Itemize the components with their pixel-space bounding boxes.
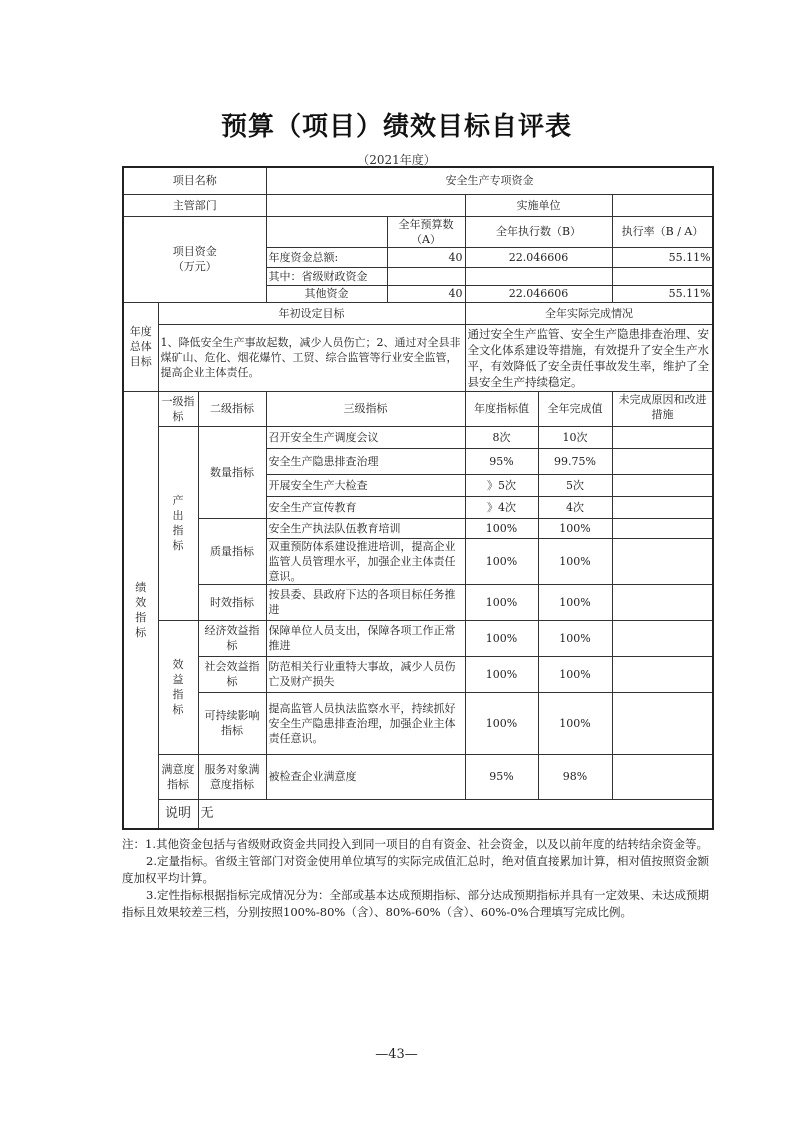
indicator-reason [612,448,713,474]
indicator-reason [612,584,713,620]
indicator-target: 》4次 [465,496,538,518]
level2-quality: 质量指标 [198,518,266,584]
dept-value [266,194,465,216]
indicator-name: 双重预防体系建设推进培训，提高企业监管人员管理水平，加强企业主体责任意识。 [266,538,465,584]
note-3: 3.定性指标根据指标完成情况分为：全部或基本达成预期指标、部分达成预期指标并具有一定效果、未达成预期指标且效果较差三档，分别按照100%-80%（含）、80%-60%（含）、60%-0%合理填写完成比例。 [122,888,709,919]
indicator-name: 防范相关行业重特大事故，减少人员伤亡及财产损失 [266,656,465,692]
fund-exec [465,267,612,285]
indicator-target: 100% [465,584,538,620]
col-exec-header: 全年执行数（B） [465,216,612,247]
footnotes [122,836,714,921]
indicator-reason [612,754,713,799]
indicator-name: 安全生产隐患排查治理 [266,448,465,474]
indicator-actual: 100% [538,692,612,754]
level2-social: 社会效益指标 [198,656,266,692]
indicator-header-row [123,391,713,426]
fund-budget: 40 [387,247,465,267]
remark-value: 无 [198,799,713,829]
indicator-name: 按县委、县政府下达的各项目标任务推进 [266,584,465,620]
level2-sustainable: 可持续影响指标 [198,692,266,754]
project-name-row [123,167,713,194]
indicator-reason [612,474,713,496]
indicator-target: 》5次 [465,474,538,496]
level1-benefit: 效益指标 [158,620,198,754]
level2-header: 二级指标 [198,391,266,426]
fund-exec: 22.046606 [465,285,612,302]
level1-header: 一级指标 [158,391,198,426]
indicator-actual: 10次 [538,426,612,448]
indicator-name: 提高监管人员执法监察水平，持续抓好安全生产隐患排查治理，加强企业主体责任意识。 [266,692,465,754]
indicator-target: 100% [465,538,538,584]
evaluation-table [122,166,714,830]
indicator-name: 保障单位人员支出，保障各项工作正常推进 [266,620,465,656]
level1-satisfaction: 满意度指标 [158,754,198,799]
remark-label: 说明 [158,799,198,829]
planned-goal-text: 1、降低安全生产事故起数，减少人员伤亡；2、通过对全县非煤矿山、危化、烟花爆竹、工贸、综合监管等行业安全监管，提高企业主体责任。 [158,324,465,391]
funds-header-row [123,216,713,247]
indicator-name: 召开安全生产调度会议 [266,426,465,448]
impl-unit-label: 实施单位 [465,194,612,216]
project-name-value: 安全生产专项资金 [266,167,713,194]
actual-header: 全年完成值 [538,391,612,426]
indicator-name: 安全生产宣传教育 [266,496,465,518]
year-label: （2021年度） [357,153,436,167]
indicator-actual: 100% [538,656,612,692]
note-2: 2.定量指标。省级主管部门对资金使用单位填写的实际完成值汇总时，绝对值直接累加计算，相对值按照资金额度加权平均计算。 [122,854,709,885]
indicator-target: 95% [465,448,538,474]
note-1: 注：1.其他资金包括与省级财政资金共同投入到同一项目的自有资金、社会资金，以及以前年度的结转结余资金等。 [122,837,708,851]
indicator-reason [612,426,713,448]
indicator-actual: 100% [538,518,612,538]
indicator-target: 100% [465,656,538,692]
level1-output: 产出指标 [158,426,198,620]
col-rate-header: 执行率（B / A） [612,216,713,247]
level3-header: 三级指标 [266,391,465,426]
goals-content-row [123,324,713,391]
indicator-target: 100% [465,518,538,538]
goals-label: 年度总体目标 [123,302,158,391]
indicator-target: 100% [465,620,538,656]
indicator-actual: 99.75% [538,448,612,474]
indicator-reason [612,496,713,518]
level2-quantity: 数量指标 [198,426,266,518]
fund-budget: 40 [387,285,465,302]
indicator-name: 安全生产执法队伍教育培训 [266,518,465,538]
indicator-actual: 4次 [538,496,612,518]
fund-rate: 55.11% [612,285,713,302]
fund-name: 其他资金 [266,285,387,302]
indicator-row [123,584,713,620]
indicator-reason [612,538,713,584]
reason-header: 未完成原因和改进措施 [612,391,713,426]
funds-blank-header [266,216,387,247]
fund-budget [387,267,465,285]
planned-goal-header: 年初设定目标 [158,302,465,324]
level2-economic: 经济效益指标 [198,620,266,656]
indicator-reason [612,620,713,656]
indicator-target: 95% [465,754,538,799]
indicator-row [123,620,713,656]
indicator-actual: 98% [538,754,612,799]
indicator-row [123,692,713,754]
page-number: —43— [375,1047,418,1062]
project-name-label: 项目名称 [123,167,266,194]
funds-label-line2: （万元） [172,260,217,273]
indicator-name: 开展安全生产大检查 [266,474,465,496]
col-budget-header: 全年预算数（A） [387,216,465,247]
impl-unit-value [612,194,713,216]
fund-name: 其中：省级财政资金 [266,267,387,285]
indicator-reason [612,518,713,538]
indicator-row [123,426,713,448]
actual-result-header: 全年实际完成情况 [465,302,713,324]
dept-label: 主管部门 [123,194,266,216]
indicator-reason [612,656,713,692]
indicator-row [123,754,713,799]
fund-rate: 55.11% [612,247,713,267]
indicator-reason [612,692,713,754]
fund-rate [612,267,713,285]
indicator-actual: 5次 [538,474,612,496]
indicator-actual: 100% [538,620,612,656]
indicator-target: 8次 [465,426,538,448]
funds-label [123,216,266,302]
page-title: 预算（项目）绩效目标自评表 [220,112,572,142]
indicator-name: 被检查企业满意度 [266,754,465,799]
fund-name: 年度资金总额: [266,247,387,267]
indicator-row [123,518,713,538]
indicator-actual: 100% [538,538,612,584]
indicator-target: 100% [465,692,538,754]
department-row [123,194,713,216]
goals-header-row [123,302,713,324]
remark-row [123,799,713,829]
fund-exec: 22.046606 [465,247,612,267]
indicators-section-label: 绩效指标 [123,391,158,829]
indicator-actual: 100% [538,584,612,620]
actual-result-text: 通过安全生产监管、安全生产隐患排查治理、安全文化体系建设等措施，有效提升了安全生产水平，有效降低了安全责任事故发生率，维护了全县安全生产持续稳定。 [465,324,713,391]
target-header: 年度指标值 [465,391,538,426]
indicator-row [123,656,713,692]
level2-service-satisfaction: 服务对象满意度指标 [198,754,266,799]
level2-timeliness: 时效指标 [198,584,266,620]
funds-label-line1: 项目资金 [172,245,217,258]
